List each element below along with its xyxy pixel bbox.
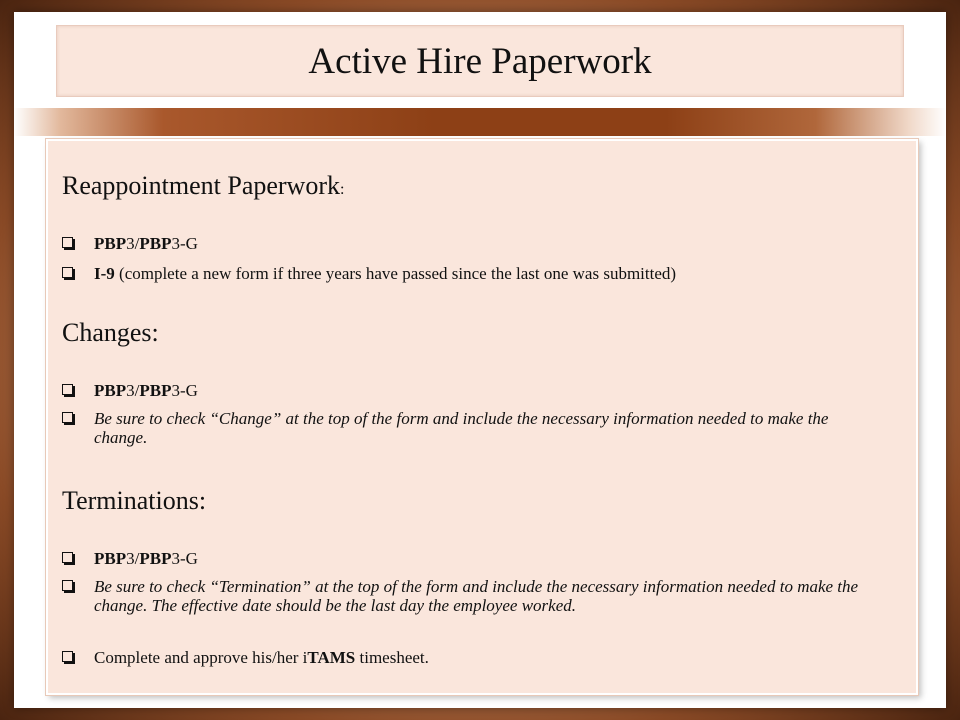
slide-title: Active Hire Paperwork (308, 41, 652, 82)
bullet-text (94, 381, 862, 400)
bullet-bold-text: I-9 (94, 264, 115, 283)
section-heading-terminations: Terminations: (62, 486, 207, 515)
bullet-text-part: (complete a new form if three years have passed since the last one was submitted) (114, 264, 677, 283)
checkbox-bullet-icon (62, 237, 73, 248)
bullet-bold-text: PBP (139, 381, 172, 400)
bullet-text (94, 234, 862, 253)
bullet-bold-text: PBP (139, 549, 172, 568)
section-heading-reappointment (62, 171, 344, 201)
bullet-bold-text: PBP (139, 234, 172, 253)
bullet-text-part: 3/ (126, 381, 140, 400)
checkbox-bullet-icon (62, 412, 73, 423)
title-box (46, 17, 914, 105)
content-panel (46, 139, 918, 695)
heading-text: Reappointment Paperwork (62, 171, 340, 200)
bullet-text (94, 264, 862, 283)
bullet-text (94, 549, 862, 568)
bullet-text-part: 3/ (126, 234, 140, 253)
bullet-text (94, 648, 862, 667)
checkbox-bullet-icon (62, 267, 73, 278)
bullet-text-part: 3-G (171, 234, 198, 253)
bullet-text-part: Complete and approve his/her i (94, 648, 308, 667)
bullet-bold-text: PBP (94, 381, 127, 400)
checkbox-bullet-icon (62, 580, 73, 591)
bullet-bold-text: TAMS (307, 648, 356, 667)
heading-suffix: : (340, 181, 345, 198)
checkbox-bullet-icon (62, 552, 73, 563)
section-heading-changes: Changes: (62, 318, 159, 347)
checkbox-bullet-icon (62, 384, 73, 395)
decorative-band (14, 108, 946, 136)
bullet-text-part: timesheet. (355, 648, 429, 667)
bullet-text: Be sure to check “Termination” at the top of the form and include the necessary information needed to make the change. The effective date should be the last day the employee worked. (94, 577, 859, 615)
bullet-text: Be sure to check “Change” at the top of the form and include the necessary information needed to make the change. (94, 409, 829, 447)
bullet-bold-text: PBP (94, 549, 127, 568)
bullet-text-part: 3-G (171, 549, 198, 568)
checkbox-bullet-icon (62, 651, 73, 662)
bullet-text-part: 3/ (126, 549, 140, 568)
title-panel (56, 25, 904, 97)
bullet-text-part: 3-G (171, 381, 198, 400)
bullet-bold-text: PBP (94, 234, 127, 253)
